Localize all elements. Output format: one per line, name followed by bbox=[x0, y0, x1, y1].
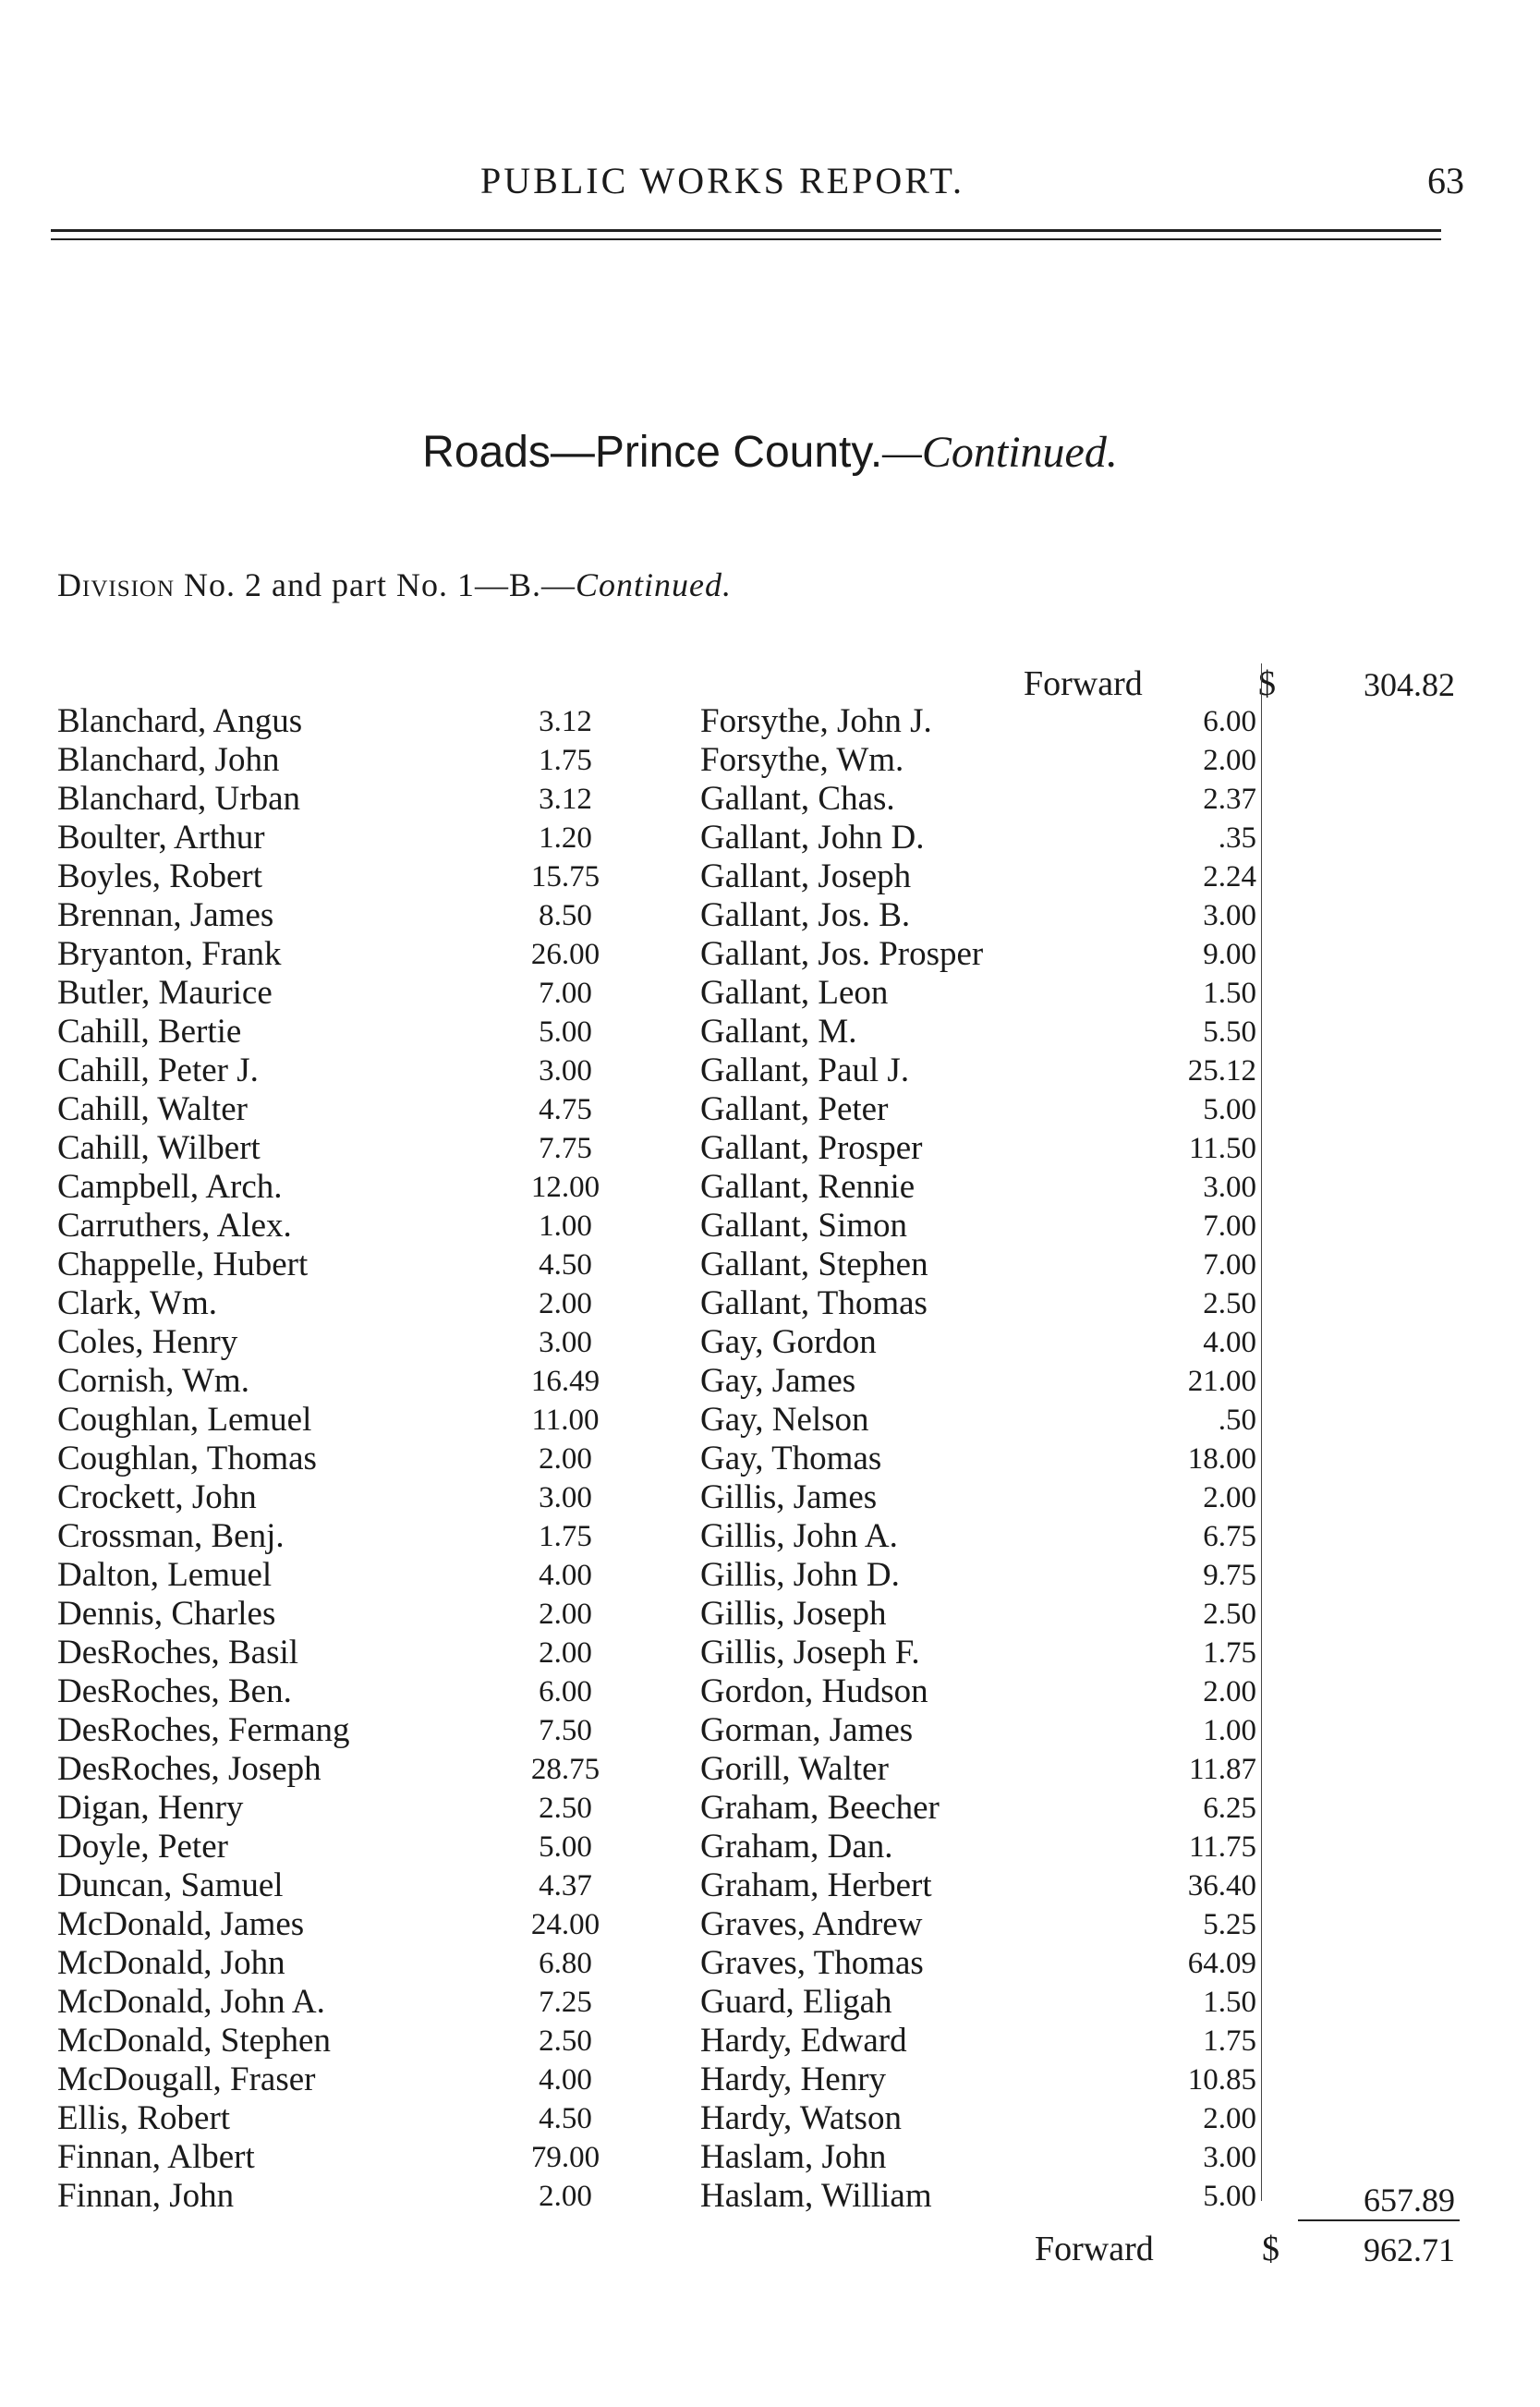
payment-amount: 7.00 bbox=[1203, 1210, 1256, 1243]
payment-amount: 4.00 bbox=[539, 1559, 592, 1592]
payee-name: Cornish, Wm. bbox=[57, 1362, 249, 1400]
payee-name: Graves, Andrew bbox=[700, 1905, 923, 1943]
list-item bbox=[700, 2022, 1273, 2061]
list-item bbox=[57, 1517, 630, 1556]
list-item bbox=[700, 1284, 1273, 1323]
payee-name: Hardy, Edward bbox=[700, 2022, 907, 2060]
payment-amount: 4.00 bbox=[1203, 1326, 1256, 1359]
forward-label-bottom: Forward bbox=[1035, 2230, 1154, 2268]
list-item bbox=[700, 1052, 1273, 1090]
list-item bbox=[57, 974, 630, 1013]
payment-amount: 4.75 bbox=[539, 1093, 592, 1126]
forward-amount-bottom: 962.71 bbox=[1364, 2231, 1455, 2268]
list-item bbox=[700, 935, 1273, 974]
payee-name: Gallant, Rennie bbox=[700, 1168, 916, 1206]
payee-name: Duncan, Samuel bbox=[57, 1866, 284, 1904]
list-item bbox=[57, 1207, 630, 1246]
payment-amount: 64.09 bbox=[1187, 1947, 1256, 1980]
payee-name: Blanchard, Angus bbox=[57, 702, 303, 740]
payment-amount: 1.75 bbox=[539, 1520, 592, 1553]
payment-amount: 3.00 bbox=[539, 1481, 592, 1514]
payment-amount: 7.75 bbox=[539, 1132, 592, 1165]
forward-amount-top: 304.82 bbox=[1364, 666, 1455, 703]
payment-amount: 21.00 bbox=[1187, 1365, 1256, 1398]
payee-name: McDonald, James bbox=[57, 1905, 305, 1943]
list-item bbox=[700, 702, 1273, 741]
payee-name: Digan, Henry bbox=[57, 1789, 244, 1827]
payment-amount: 2.37 bbox=[1203, 783, 1256, 816]
currency-symbol-bottom: $ bbox=[1262, 2230, 1279, 2268]
payee-name: Gallant, Joseph bbox=[700, 857, 912, 895]
list-item bbox=[57, 1634, 630, 1672]
payment-amount: 5.00 bbox=[1203, 1093, 1256, 1126]
payee-name: Cahill, Peter J. bbox=[57, 1052, 259, 1089]
payee-name: Gallant, Stephen bbox=[700, 1246, 928, 1283]
list-item bbox=[700, 780, 1273, 819]
list-item bbox=[700, 1983, 1273, 2022]
payment-amount: 11.75 bbox=[1188, 1830, 1256, 1864]
list-item bbox=[700, 819, 1273, 857]
payment-amount: 3.00 bbox=[1203, 1171, 1256, 1204]
list-item bbox=[57, 1440, 630, 1478]
payee-name: Boyles, Robert bbox=[57, 857, 262, 895]
list-item bbox=[57, 2022, 630, 2061]
payment-amount: 1.75 bbox=[539, 744, 592, 777]
payment-amount: 36.40 bbox=[1187, 1869, 1256, 1903]
forward-label-top: Forward bbox=[1024, 664, 1143, 703]
list-item bbox=[57, 1595, 630, 1634]
list-item bbox=[700, 2099, 1273, 2138]
payment-amount: 4.00 bbox=[539, 2063, 592, 2097]
payment-amount: 2.24 bbox=[1203, 860, 1256, 894]
payee-name: Gallant, M. bbox=[700, 1013, 857, 1051]
payment-amount: 5.00 bbox=[539, 1015, 592, 1049]
payment-amount: 9.00 bbox=[1203, 938, 1256, 971]
payee-name: Gallant, Jos. Prosper bbox=[700, 935, 984, 973]
payment-amount: 11.87 bbox=[1188, 1753, 1256, 1786]
list-item bbox=[700, 857, 1273, 896]
payee-name: Gallant, Prosper bbox=[700, 1129, 923, 1167]
payee-name: Gillis, James bbox=[700, 1478, 878, 1516]
payee-name: Gillis, John D. bbox=[700, 1556, 900, 1594]
payee-name: Guard, Eligah bbox=[700, 1983, 892, 2021]
payment-amount: 1.50 bbox=[1203, 977, 1256, 1010]
payment-amount: 5.25 bbox=[1203, 1908, 1256, 1941]
payment-amount: 2.50 bbox=[539, 2024, 592, 2058]
payment-amount: 1.75 bbox=[1203, 1636, 1256, 1670]
payment-amount: 1.20 bbox=[539, 821, 592, 855]
payment-amount: 5.00 bbox=[539, 1830, 592, 1864]
payee-name: McDonald, John A. bbox=[57, 1983, 325, 2021]
list-item bbox=[700, 2138, 1273, 2177]
list-item bbox=[57, 1090, 630, 1129]
payee-name: McDonald, John bbox=[57, 1944, 285, 1982]
list-item bbox=[700, 1129, 1273, 1168]
payment-amount: 7.00 bbox=[539, 977, 592, 1010]
payment-amount: 1.00 bbox=[539, 1210, 592, 1243]
payee-name: Bryanton, Frank bbox=[57, 935, 282, 973]
payee-name: Dalton, Lemuel bbox=[57, 1556, 273, 1594]
payment-amount: 6.80 bbox=[539, 1947, 592, 1980]
payment-amount: 2.00 bbox=[539, 1598, 592, 1631]
payment-amount: 79.00 bbox=[530, 2141, 600, 2174]
list-item bbox=[700, 1595, 1273, 1634]
payment-amount: 7.50 bbox=[539, 1714, 592, 1747]
list-item bbox=[57, 1828, 630, 1866]
payment-amount: 3.00 bbox=[1203, 899, 1256, 932]
payee-name: Finnan, Albert bbox=[57, 2138, 255, 2176]
list-item bbox=[700, 1634, 1273, 1672]
list-item bbox=[700, 1168, 1273, 1207]
payee-name: McDougall, Fraser bbox=[57, 2061, 316, 2098]
list-item bbox=[700, 2177, 1273, 2216]
payment-amount: 2.50 bbox=[1203, 1598, 1256, 1631]
list-item bbox=[700, 1401, 1273, 1440]
payee-name: Cahill, Walter bbox=[57, 1090, 248, 1128]
payment-amount: 3.00 bbox=[1203, 2141, 1256, 2174]
list-item bbox=[57, 1711, 630, 1750]
payment-amount: 8.50 bbox=[539, 899, 592, 932]
payment-amount: 12.00 bbox=[530, 1171, 600, 1204]
payee-name: Gillis, John A. bbox=[700, 1517, 898, 1555]
list-item bbox=[700, 1905, 1273, 1944]
division-heading bbox=[57, 565, 732, 604]
payee-name: DesRoches, Joseph bbox=[57, 1750, 321, 1788]
payee-name: McDonald, Stephen bbox=[57, 2022, 331, 2060]
list-item bbox=[57, 741, 630, 780]
payee-name: Campbell, Arch. bbox=[57, 1168, 283, 1206]
payment-amount: 2.50 bbox=[539, 1792, 592, 1825]
section-title bbox=[0, 427, 1540, 478]
payee-name: Hardy, Watson bbox=[700, 2099, 902, 2137]
list-item bbox=[700, 896, 1273, 935]
list-item bbox=[700, 1750, 1273, 1789]
payee-name: Coughlan, Thomas bbox=[57, 1440, 317, 1477]
payee-name: DesRoches, Fermang bbox=[57, 1711, 350, 1749]
list-item bbox=[700, 1207, 1273, 1246]
payment-amount: 2.00 bbox=[539, 1287, 592, 1320]
list-item bbox=[57, 1013, 630, 1052]
list-item bbox=[57, 2099, 630, 2138]
payee-name: Gay, Gordon bbox=[700, 1323, 877, 1361]
payment-amount: 6.00 bbox=[539, 1675, 592, 1708]
currency-symbol-top: $ bbox=[1258, 664, 1276, 703]
payee-name: Haslam, John bbox=[700, 2138, 887, 2176]
payee-name: Gallant, Chas. bbox=[700, 780, 895, 818]
payee-name: Blanchard, John bbox=[57, 741, 280, 779]
left-column-list bbox=[57, 702, 630, 2216]
list-item bbox=[700, 1362, 1273, 1401]
payment-amount: 1.00 bbox=[1203, 1714, 1256, 1747]
list-item bbox=[700, 1323, 1273, 1362]
payee-name: Gallant, John D. bbox=[700, 819, 925, 857]
payee-name: Cahill, Wilbert bbox=[57, 1129, 261, 1167]
payment-amount: 3.12 bbox=[539, 783, 592, 816]
payment-amount: 2.00 bbox=[539, 2180, 592, 2213]
list-item bbox=[700, 1013, 1273, 1052]
list-item bbox=[700, 1828, 1273, 1866]
payment-amount: 6.25 bbox=[1203, 1792, 1256, 1825]
list-item bbox=[57, 1556, 630, 1595]
payee-name: Hardy, Henry bbox=[700, 2061, 887, 2098]
list-item bbox=[57, 896, 630, 935]
list-item bbox=[57, 1672, 630, 1711]
payment-amount: 2.00 bbox=[1203, 1675, 1256, 1708]
payment-amount: 6.00 bbox=[1203, 705, 1256, 738]
division-text: No. 2 and part No. 1—B.— bbox=[175, 566, 576, 603]
payee-name: Gay, Thomas bbox=[700, 1440, 882, 1477]
payment-amount: 3.00 bbox=[539, 1326, 592, 1359]
payment-amount: 1.50 bbox=[1203, 1986, 1256, 2019]
list-item bbox=[700, 1711, 1273, 1750]
payment-amount: 2.00 bbox=[1203, 744, 1256, 777]
page-number: 63 bbox=[1427, 160, 1464, 201]
payee-name: Dennis, Charles bbox=[57, 1595, 276, 1633]
list-item bbox=[700, 1866, 1273, 1905]
list-item bbox=[57, 819, 630, 857]
list-item bbox=[57, 1866, 630, 1905]
payee-name: Gallant, Leon bbox=[700, 974, 889, 1012]
payment-amount: 28.75 bbox=[530, 1753, 600, 1786]
running-head: PUBLIC WORKS REPORT. bbox=[480, 160, 964, 201]
header-rule-thin bbox=[51, 238, 1441, 240]
list-item bbox=[57, 1246, 630, 1284]
payment-amount: 15.75 bbox=[530, 860, 600, 894]
payment-amount: 9.75 bbox=[1203, 1559, 1256, 1592]
payee-name: Graham, Beecher bbox=[700, 1789, 940, 1827]
list-item bbox=[57, 2061, 630, 2099]
payee-name: Finnan, John bbox=[57, 2177, 235, 2215]
payee-name: Forsythe, John J. bbox=[700, 702, 932, 740]
list-item bbox=[57, 2138, 630, 2177]
list-item bbox=[57, 1323, 630, 1362]
payment-amount: 3.12 bbox=[539, 705, 592, 738]
list-item bbox=[57, 1052, 630, 1090]
column-rule bbox=[1261, 663, 1262, 2201]
payment-amount: 26.00 bbox=[530, 938, 600, 971]
list-item bbox=[700, 1440, 1273, 1478]
section-title-text: Roads—Prince County. bbox=[422, 428, 883, 477]
list-item bbox=[57, 1944, 630, 1983]
payment-amount: 2.00 bbox=[1203, 1481, 1256, 1514]
payment-amount: 7.00 bbox=[1203, 1248, 1256, 1282]
payment-amount: 24.00 bbox=[530, 1908, 600, 1941]
list-item bbox=[57, 1478, 630, 1517]
payment-amount: 2.00 bbox=[539, 1636, 592, 1670]
list-item bbox=[57, 1168, 630, 1207]
payee-name: Gallant, Thomas bbox=[700, 1284, 928, 1322]
division-label: Division bbox=[57, 566, 176, 603]
payee-name: Boulter, Arthur bbox=[57, 819, 265, 857]
payment-amount: 4.37 bbox=[539, 1869, 592, 1903]
payee-name: Ellis, Robert bbox=[57, 2099, 231, 2137]
list-item bbox=[700, 1556, 1273, 1595]
payee-name: Coughlan, Lemuel bbox=[57, 1401, 312, 1439]
payee-name: Cahill, Bertie bbox=[57, 1013, 242, 1051]
payment-amount: 3.00 bbox=[539, 1054, 592, 1088]
payment-amount: 4.50 bbox=[539, 1248, 592, 1282]
payee-name: Graham, Dan. bbox=[700, 1828, 893, 1866]
list-item bbox=[700, 1944, 1273, 1983]
payment-amount: 5.00 bbox=[1203, 2180, 1256, 2213]
payment-amount: 2.00 bbox=[539, 1442, 592, 1476]
payee-name: Gordon, Hudson bbox=[700, 1672, 928, 1710]
payment-amount: 11.50 bbox=[1188, 1132, 1256, 1165]
list-item bbox=[57, 1789, 630, 1828]
payment-amount: 1.75 bbox=[1203, 2024, 1256, 2058]
payee-name: DesRoches, Ben. bbox=[57, 1672, 292, 1710]
payee-name: Haslam, William bbox=[700, 2177, 932, 2215]
payee-name: Forsythe, Wm. bbox=[700, 741, 904, 779]
payee-name: Gillis, Joseph bbox=[700, 1595, 887, 1633]
list-item bbox=[57, 702, 630, 741]
list-item bbox=[700, 1246, 1273, 1284]
payee-name: Graham, Herbert bbox=[700, 1866, 932, 1904]
division-continued: Continued. bbox=[576, 566, 733, 603]
section-title-continued: —Continued. bbox=[882, 428, 1118, 477]
payee-name: Carruthers, Alex. bbox=[57, 1207, 292, 1245]
payment-amount: 5.50 bbox=[1203, 1015, 1256, 1049]
payment-amount: 10.85 bbox=[1187, 2063, 1256, 2097]
list-item bbox=[700, 1517, 1273, 1556]
list-item bbox=[57, 2177, 630, 2216]
payment-amount: 7.25 bbox=[539, 1986, 592, 2019]
list-item bbox=[57, 1401, 630, 1440]
list-item bbox=[700, 1672, 1273, 1711]
payee-name: Graves, Thomas bbox=[700, 1944, 924, 1982]
list-item bbox=[700, 1090, 1273, 1129]
payee-name: Crossman, Benj. bbox=[57, 1517, 285, 1555]
payee-name: Doyle, Peter bbox=[57, 1828, 228, 1866]
payment-amount: .35 bbox=[1218, 821, 1256, 855]
payee-name: Crockett, John bbox=[57, 1478, 257, 1516]
list-item bbox=[57, 780, 630, 819]
payee-name: Clark, Wm. bbox=[57, 1284, 217, 1322]
payee-name: Gallant, Jos. B. bbox=[700, 896, 911, 934]
payment-amount: 2.50 bbox=[1203, 1287, 1256, 1320]
list-item bbox=[700, 741, 1273, 780]
payee-name: Brennan, James bbox=[57, 896, 274, 934]
subtotal-rule bbox=[1298, 2219, 1460, 2221]
payee-name: Blanchard, Urban bbox=[57, 780, 301, 818]
payee-name: Coles, Henry bbox=[57, 1323, 238, 1361]
payment-amount: 2.00 bbox=[1203, 2102, 1256, 2135]
payee-name: Gallant, Paul J. bbox=[700, 1052, 910, 1089]
payee-name: DesRoches, Basil bbox=[57, 1634, 299, 1672]
list-item bbox=[700, 1789, 1273, 1828]
payee-name: Gallant, Simon bbox=[700, 1207, 908, 1245]
list-item bbox=[700, 974, 1273, 1013]
payee-name: Gallant, Peter bbox=[700, 1090, 889, 1128]
payment-amount: 25.12 bbox=[1187, 1054, 1256, 1088]
payment-amount: 4.50 bbox=[539, 2102, 592, 2135]
payee-name: Gay, James bbox=[700, 1362, 856, 1400]
payment-amount: .50 bbox=[1218, 1404, 1256, 1437]
payee-name: Butler, Maurice bbox=[57, 974, 273, 1012]
list-item bbox=[57, 857, 630, 896]
list-item bbox=[57, 1284, 630, 1323]
list-item bbox=[57, 1983, 630, 2022]
payee-name: Gillis, Joseph F. bbox=[700, 1634, 920, 1672]
payee-name: Gorman, James bbox=[700, 1711, 914, 1749]
list-item bbox=[57, 1362, 630, 1401]
list-item bbox=[700, 1478, 1273, 1517]
list-item bbox=[57, 935, 630, 974]
payee-name: Gay, Nelson bbox=[700, 1401, 869, 1439]
payment-amount: 11.00 bbox=[531, 1404, 600, 1437]
list-item bbox=[57, 1750, 630, 1789]
payee-name: Gorill, Walter bbox=[700, 1750, 889, 1788]
list-item bbox=[57, 1129, 630, 1168]
list-item bbox=[57, 1905, 630, 1944]
column-subtotal: 657.89 bbox=[1364, 2182, 1455, 2219]
payment-amount: 16.49 bbox=[530, 1365, 600, 1398]
payee-name: Chappelle, Hubert bbox=[57, 1246, 309, 1283]
list-item bbox=[700, 2061, 1273, 2099]
header-rule bbox=[51, 229, 1441, 232]
right-column-list bbox=[700, 702, 1273, 2216]
payment-amount: 6.75 bbox=[1203, 1520, 1256, 1553]
payment-amount: 18.00 bbox=[1187, 1442, 1256, 1476]
